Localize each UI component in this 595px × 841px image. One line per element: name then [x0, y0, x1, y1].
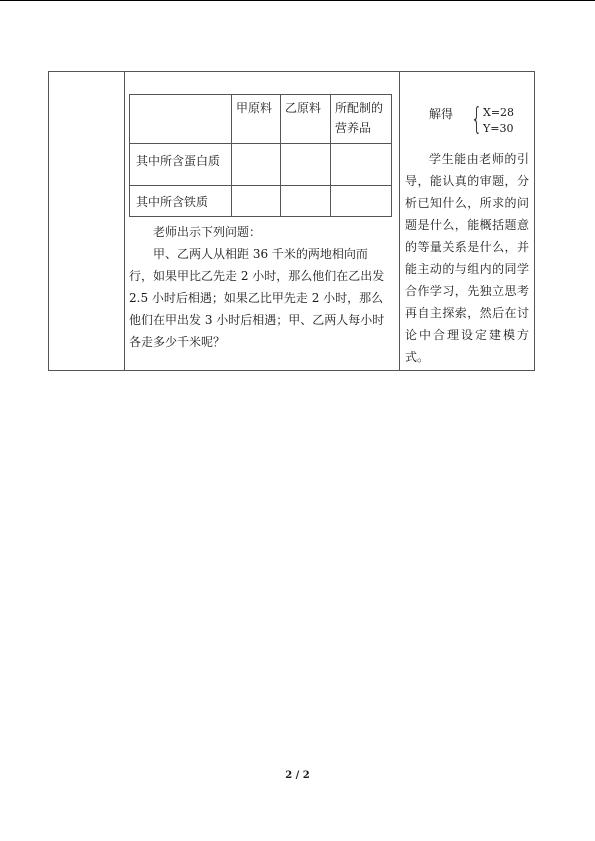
problem-text	[129, 221, 391, 353]
problem-lead: 老师出示下列问题：	[153, 225, 262, 239]
table-col-divider	[280, 95, 281, 216]
table-row-divider	[130, 143, 391, 144]
problem-body: 甲、乙两人从相距 36 千米的两地相向而行，如果甲比乙先走 2 小时，那么他们在乙出发 2.5 小时后相遇；如果乙比甲先走 2 小时，那么他们在甲出发 3 小时后相遇；甲、乙两人每小时各走多少千米呢？	[129, 247, 385, 349]
row-label-iron: 其中所含铁质	[136, 195, 209, 209]
brace-icon: {	[470, 102, 483, 137]
row-label-protein: 其中所含蛋白质	[136, 154, 221, 168]
answer-label: 解得	[429, 107, 454, 121]
top-rule	[0, 0, 595, 1]
table-row-divider	[130, 185, 391, 186]
table-col-divider	[330, 95, 331, 216]
lesson-table	[48, 71, 535, 371]
answer-y: Y=30	[483, 122, 514, 135]
column-divider	[399, 72, 400, 370]
column-divider	[124, 72, 125, 370]
answer-block	[429, 102, 529, 142]
answer-x: X=28	[483, 106, 515, 119]
student-activity-text: 学生能由老师的引导，能认真的审题，分析已知什么，所求的问题是什么，能概括题意的等量关系是什么，并能主动的与组内的同学合作学习，先独立思考再自主探索，然后在讨论中合理设定建模方式。	[405, 152, 529, 364]
header-product: 所配制的营养品	[335, 101, 384, 135]
page-number: 2 / 2	[285, 770, 310, 781]
table-col-divider	[231, 95, 232, 216]
header-material-a: 甲原料	[236, 101, 273, 115]
nutrition-table	[129, 94, 392, 217]
header-material-b: 乙原料	[285, 101, 322, 115]
